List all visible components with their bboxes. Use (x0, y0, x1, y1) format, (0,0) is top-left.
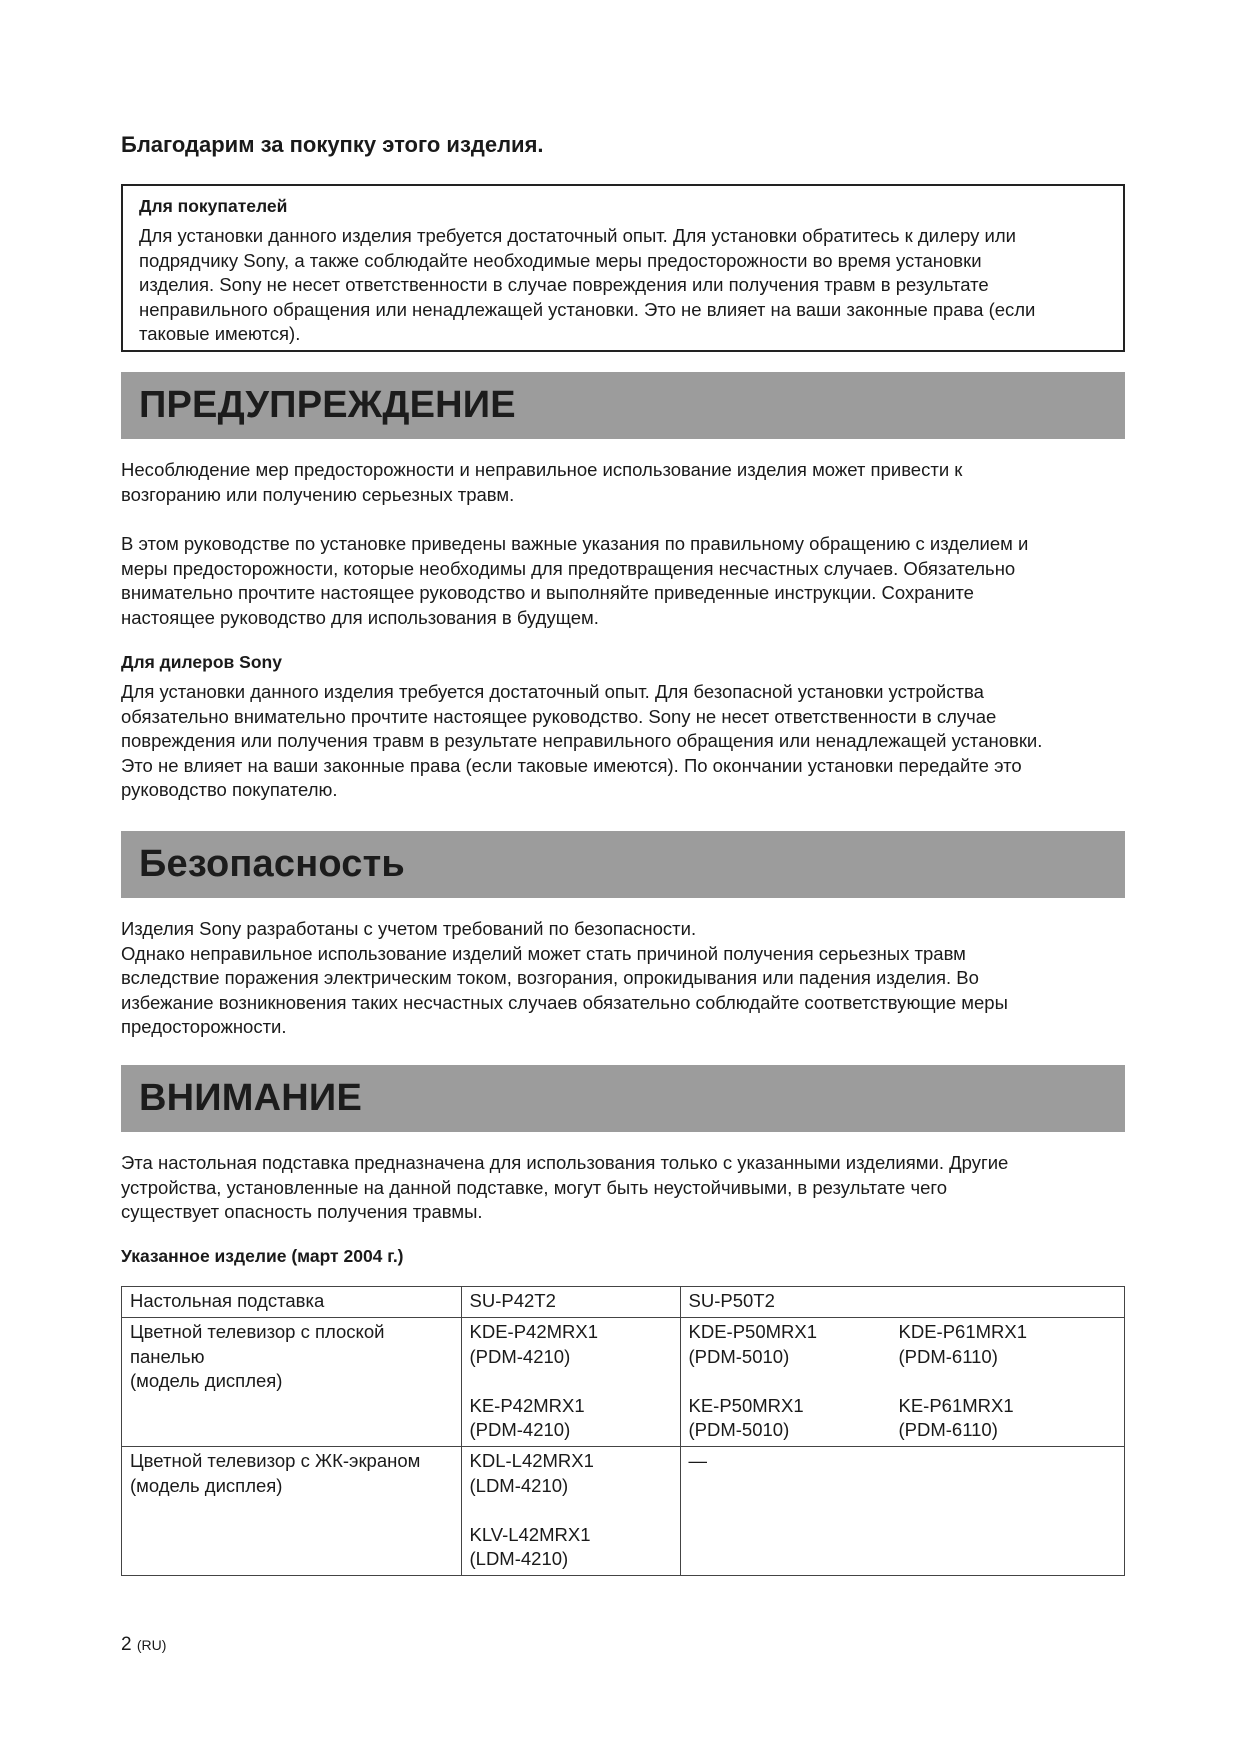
table-cell (122, 1447, 462, 1576)
safety-line: Изделия Sony разработаны с учетом требований по безопасности. (121, 918, 697, 939)
warning-line: В этом руководстве по установке приведены важные указания по правильному обращению с изделием и (121, 533, 1029, 554)
empty-dash: — (688, 1450, 707, 1471)
customers-line: таковые имеются). (139, 323, 301, 344)
model-name: KDE-P61MRX1 (898, 1321, 1028, 1342)
table-row (122, 1447, 1125, 1576)
customers-line: подрядчику Sony, а также соблюдайте необходимые меры предосторожности во время установки (139, 249, 982, 271)
warning-banner (121, 372, 1125, 439)
row-label-line: Цветной телевизор с плоской (130, 1321, 385, 1342)
thanks-heading: Благодарим за покупку этого изделия. (121, 132, 544, 157)
warning-line: внимательно прочтите настоящее руководство и выполняйте приведенные инструкции. Сохраните (121, 582, 974, 603)
display-model: (PDM-6110) (898, 1419, 998, 1440)
page-number-value: 2 (121, 1634, 132, 1655)
caution-banner (121, 1065, 1125, 1132)
display-model: (LDM-4210) (469, 1474, 569, 1496)
customers-title: Для покупателей (139, 196, 288, 216)
table-cell (680, 1447, 1125, 1576)
table-subcell (891, 1320, 1125, 1443)
model-name: KE-P50MRX1 (688, 1394, 804, 1416)
safety-paragraph (121, 917, 1125, 1040)
dealers-line: обязательно внимательно прочтите настоящее руководство. Sony не несет ответственности в случае (121, 705, 997, 727)
page-number (121, 1634, 166, 1656)
customers-line: Для установки данного изделия требуется достаточный опыт. Для установки обратитесь к дилеру или (139, 225, 1017, 246)
customers-line: неправильного обращения или ненадлежащей установки. Это не влияет на ваши законные права (если (139, 298, 1036, 320)
table-cell (461, 1447, 680, 1576)
display-model: (PDM-5010) (688, 1345, 790, 1367)
warning-line: настоящее руководство для использования в будущем. (121, 606, 599, 628)
model-name: KE-P61MRX1 (898, 1394, 1014, 1416)
safety-line: избежание возникновения таких несчастных случаев обязательно соблюдайте соответствующие меры (121, 991, 1008, 1013)
dealers-line: Это не влияет на ваши законные права (если таковые имеются). По окончании установки передайте это (121, 754, 1022, 776)
model-name: KDL-L42MRX1 (469, 1450, 594, 1471)
warning-line: возгоранию или получению серьезных травм. (121, 483, 515, 505)
table-row (122, 1318, 1125, 1447)
dealers-title: Для дилеров Sony (121, 652, 282, 672)
row-label-line: панелью (130, 1345, 205, 1367)
compatible-products-table (121, 1286, 1125, 1576)
customers-line: изделия. Sony не несет ответственности в случае повреждения или получения травм в результате (139, 274, 989, 295)
caution-paragraph (121, 1151, 1125, 1225)
dealers-line: повреждения или получения травм в результате неправильного обращения или ненадлежащей установки. (121, 730, 1043, 751)
warning-paragraph-2 (121, 532, 1125, 630)
caution-line: Эта настольная подставка предназначена для использования только с указанными изделиями. Другие (121, 1152, 1009, 1173)
table-cell (680, 1318, 1125, 1447)
customers-notice-box (121, 184, 1125, 352)
display-model: (LDM-4210) (469, 1548, 569, 1569)
warning-line: меры предосторожности, которые необходимы для предотвращения несчастных случаев. Обязательно (121, 557, 1016, 579)
display-model: (PDM-6110) (898, 1345, 998, 1367)
warning-paragraph-1 (121, 458, 1125, 507)
table-cell (122, 1318, 462, 1447)
warning-line: Несоблюдение мер предосторожности и неправильное использование изделия может привести к (121, 459, 963, 480)
model-name: KDE-P42MRX1 (469, 1321, 599, 1342)
safety-line: вследствие поражения электрическим током, возгорания, опрокидывания или падения изделия. Во (121, 967, 979, 988)
table-cell: SU-P50T2 (680, 1287, 1125, 1318)
safety-line: Однако неправильное использование изделий может стать причиной получения серьезных травм (121, 942, 966, 964)
caution-line: существует опасность получения травмы. (121, 1201, 483, 1222)
display-model: (PDM-4210) (469, 1419, 571, 1440)
dealers-section (121, 652, 1125, 803)
spec-table-title-block (121, 1246, 1125, 1267)
display-model: (PDM-5010) (688, 1419, 790, 1440)
table-cell (461, 1318, 680, 1447)
spec-table-title: Указанное изделие (март 2004 г.) (121, 1246, 404, 1266)
model-name: KLV-L42MRX1 (469, 1523, 591, 1545)
model-name: KE-P42MRX1 (469, 1394, 585, 1416)
caution-line: устройства, установленные на данной подставке, могут быть неустойчивыми, в результате чего (121, 1176, 948, 1198)
dealers-line: Для установки данного изделия требуется достаточный опыт. Для безопасной установки устройства (121, 681, 984, 702)
page-language: (RU) (136, 1637, 167, 1653)
safety-line: предосторожности. (121, 1016, 287, 1037)
table-subcell (681, 1320, 891, 1443)
dealers-line: руководство покупателю. (121, 779, 338, 800)
model-name: KDE-P50MRX1 (688, 1321, 818, 1342)
row-label-line: (модель дисплея) (130, 1474, 283, 1496)
display-model: (PDM-4210) (469, 1345, 571, 1367)
caution-heading: ВНИМАНИЕ (139, 1077, 362, 1119)
table-cell: Настольная подставка (122, 1287, 462, 1318)
warning-heading: ПРЕДУПРЕЖДЕНИЕ (139, 384, 516, 426)
row-label-line: Цветной телевизор с ЖК-экраном (130, 1450, 421, 1471)
table-row (122, 1287, 1125, 1318)
table-cell: SU-P42T2 (461, 1287, 680, 1318)
safety-heading: Безопасность (139, 843, 405, 885)
safety-banner (121, 831, 1125, 898)
row-label-line: (модель дисплея) (130, 1370, 283, 1391)
